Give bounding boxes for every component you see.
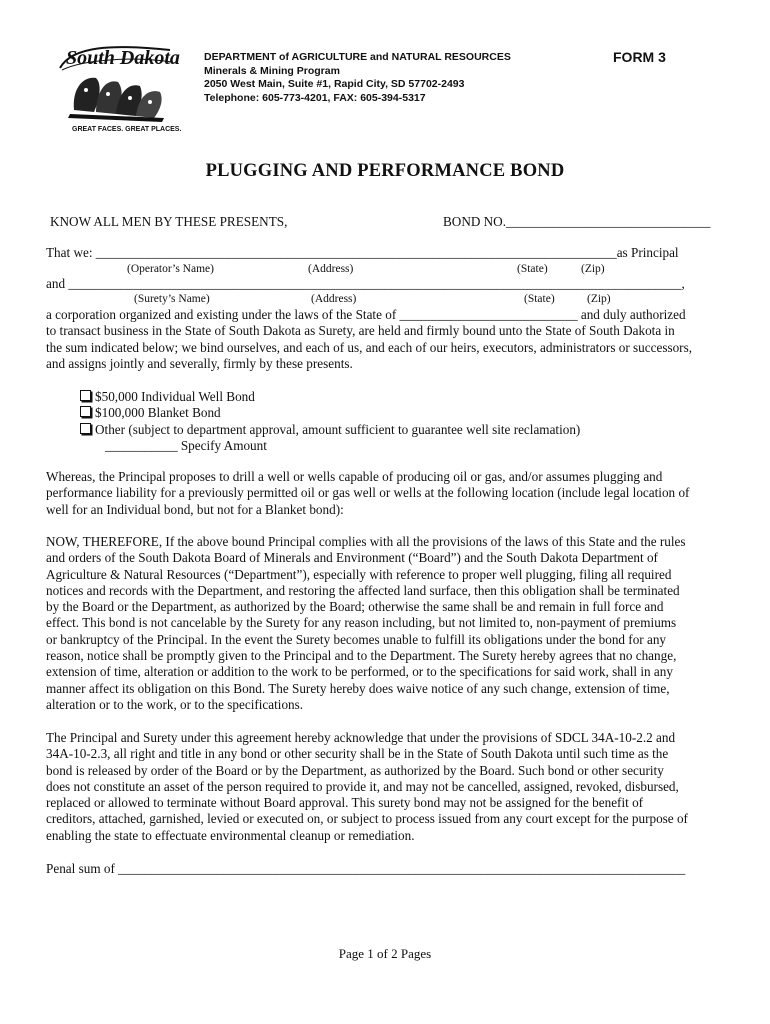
logo-tagline: GREAT FACES. GREAT PLACES. (72, 126, 182, 133)
text-line: does not constitute an asset of the person required to provide it, and may not be cancelled, assigned, revoked, disbursed, (46, 778, 679, 794)
text-line: Whereas, the Principal proposes to drill a well or wells capable of producing oil or gas, and/or assumes plugging and (46, 469, 663, 484)
text-line: NOW, THEREFORE, If the above bound Principal complies with all the provisions of the laws of this State and the rules (46, 534, 686, 549)
text-line: bond is released by order of the Board or by the Department, as authorized by the Board. Such bond or other security (46, 762, 664, 778)
paragraph-surety (46, 307, 726, 372)
text-line: enabling the state to effectuate environmental cleanup or remediation. (46, 827, 415, 843)
text-line: a corporation organized and existing under the laws of the State of ___________________________ and duly authorized (46, 307, 686, 322)
know-all-men: KNOW ALL MEN BY THESE PRESENTS, (50, 214, 288, 229)
paragraph-now-therefore (46, 534, 726, 713)
department-phone: Telephone: 605-773-4201, FAX: 605-394-5317 (204, 91, 426, 104)
program-name: Minerals & Mining Program (204, 64, 340, 77)
option-individual-well-bond[interactable] (80, 389, 255, 405)
mount-rushmore-logo-icon (52, 40, 182, 135)
page-footer: Page 1 of 2 Pages (338, 946, 432, 961)
checkbox-icon[interactable] (80, 406, 91, 417)
text-line: 34A-10-2.3, all right and title in any bond or other security shall be in the State of South Dakota until such time as the (46, 746, 669, 762)
text-line: and assigns jointly and severally, firmly by these presents. (46, 355, 353, 371)
specify-amount-field[interactable]: ___________ Specify Amount (105, 438, 267, 453)
text-line: to transact business in the State of South Dakota as Surety, are held and firmly bound unto the State of South Dakota in (46, 323, 675, 339)
surety-line[interactable]: and _____________________________________________________________________________________________, (46, 276, 685, 291)
principal-zip-label: (Zip) (581, 263, 605, 275)
text-line: by the Board or the Department, as authorized by the Board; otherwise the same shall be and remain in full force and (46, 599, 664, 615)
text-line: creditors, attached, garnished, levied or executed on, or subject to process issued from any court except for the purpose of (46, 811, 688, 827)
surety-name-label: (Surety’s Name) (134, 293, 210, 305)
text-line: performance liability for a previously permitted oil or gas well or wells at the following location (include legal location of (46, 485, 690, 501)
logo-wordmark: South Dakota (66, 47, 180, 69)
document-title: PLUGGING AND PERFORMANCE BOND (205, 161, 565, 181)
text-line: effect. This bond is not cancelable by the Surety for any reason including, but not limited to, non-payment of premiums (46, 615, 677, 631)
text-line: the sum indicated below; we bind ourselves, and each of us, and each of our heirs, executors, administrators or successors, (46, 339, 693, 355)
surety-address-label: (Address) (311, 293, 357, 305)
department-name: DEPARTMENT of AGRICULTURE and NATURAL RESOURCES (204, 51, 511, 63)
form-number: FORM 3 (613, 49, 666, 65)
operator-name-label: (Operator’s Name) (127, 263, 214, 275)
text-line: The Principal and Surety under this agreement hereby acknowledge that under the provisions of SDCL 34A-10-2.2 and (46, 730, 676, 745)
department-address: 2050 West Main, Suite #1, Rapid City, SD 57702-2493 (204, 78, 465, 90)
option-label: Other (subject to department approval, amount sufficient to guarantee well site reclamation) (95, 422, 581, 437)
option-other[interactable] (80, 422, 580, 438)
text-line: reason, notice shall be promptly given to the Principal and to the Department. The Surety hereby agrees that no change, (46, 648, 677, 664)
principal-state-label: (State) (517, 263, 548, 275)
surety-state-label: (State) (524, 293, 555, 305)
surety-zip-label: (Zip) (587, 293, 611, 305)
bond-number-field[interactable]: BOND NO._______________________________ (443, 214, 711, 229)
paragraph-whereas (46, 469, 726, 518)
principal-line[interactable]: That we: _______________________________________________________________________________as Principal (46, 245, 679, 260)
checkbox-icon[interactable] (80, 390, 91, 401)
text-line: Agriculture & Natural Resources (“Department”), especially with reference to proper well plugging, filing all required (46, 566, 672, 582)
text-line: or bankruptcy of the Principal. In the event the Surety becomes unable to fulfill its obligations under the bond for any (46, 631, 667, 647)
option-label: $50,000 Individual Well Bond (95, 389, 255, 404)
text-line: well for an Individual bond, but not for a Blanket bond): (46, 501, 344, 517)
header-block (204, 51, 511, 105)
principal-address-label: (Address) (308, 263, 354, 275)
paragraph-acknowledgement (46, 730, 726, 844)
text-line: and orders of the South Dakota Board of Minerals and Environment (“Board”) and the South Dakota Department of (46, 550, 658, 566)
checkbox-icon[interactable] (80, 423, 91, 434)
text-line: replaced or allowed to terminate without Board approval. This surety bond may not be assigned for the benefit of (46, 795, 644, 811)
option-blanket-bond[interactable] (80, 405, 221, 421)
text-line: manner affect its obligation on this Bond. The Surety hereby does waive notice of any such change, extension of time, (46, 680, 670, 696)
text-line: extension of time, alteration or addition to the work to be performed, or to the specifications for said work, shall in any (46, 664, 673, 680)
text-line: notices and records with the Department, and restoring the affected land surface, then this obligation shall be terminated (46, 582, 680, 598)
text-line: alteration or to the work, or to the specifications. (46, 696, 304, 712)
option-label: $100,000 Blanket Bond (95, 405, 221, 420)
penal-sum-field[interactable]: Penal sum of ______________________________________________________________________________________ (46, 861, 686, 876)
south-dakota-logo (52, 40, 182, 135)
